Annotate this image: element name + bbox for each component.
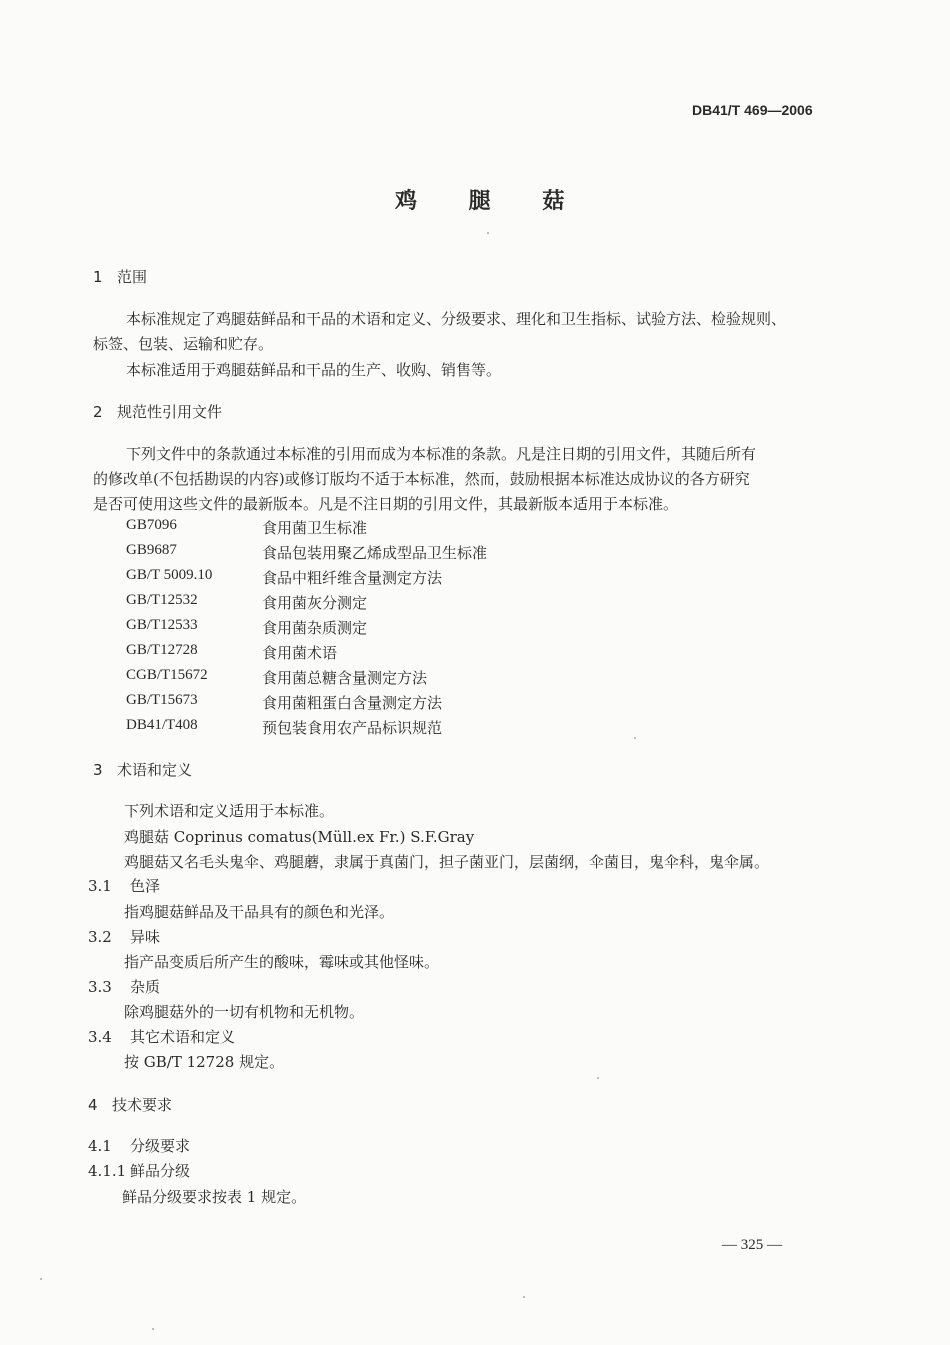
scan-speck bbox=[40, 1278, 42, 1280]
ref-title: 食用菌术语 bbox=[262, 644, 338, 662]
paragraph: 下列术语和定义适用于本标准。 bbox=[124, 802, 335, 820]
scan-speck bbox=[523, 1296, 525, 1298]
subsection-number: 4.1 bbox=[88, 1137, 112, 1155]
ref-title: 食用菌杂质测定 bbox=[262, 619, 368, 637]
scan-speck bbox=[634, 737, 636, 739]
scan-speck bbox=[487, 232, 489, 234]
ref-code: GB/T12728 bbox=[126, 642, 198, 658]
subsection-heading bbox=[88, 1160, 190, 1181]
section-title: 范围 bbox=[117, 268, 148, 286]
paragraph: 鸡腿菇又名毛头鬼伞、鸡腿蘑，隶属于真菌门，担子菌亚门，层菌纲，伞菌目，鬼伞科，鬼伞属。 bbox=[124, 853, 770, 871]
paragraph: 是否可使用这些文件的最新版本。凡是不注日期的引用文件，其最新版本适用于本标准。 bbox=[93, 495, 679, 513]
section-1-heading bbox=[93, 266, 147, 287]
page-title: 鸡 腿 菇 bbox=[395, 188, 587, 214]
scan-speck bbox=[597, 1077, 599, 1079]
scan-speck bbox=[152, 1328, 154, 1330]
paragraph: 鲜品分级要求按表 1 规定。 bbox=[122, 1188, 307, 1206]
paragraph: 本标准适用于鸡腿菇鲜品和干品的生产、收购、销售等。 bbox=[126, 361, 502, 379]
subsection-heading bbox=[88, 1135, 190, 1156]
subsection-heading bbox=[88, 926, 160, 947]
section-number: 2 bbox=[93, 403, 103, 421]
paragraph: 指产品变质后所产生的酸味，霉味或其他怪味。 bbox=[124, 953, 440, 971]
subsection-number: 3.2 bbox=[88, 928, 112, 946]
ref-code: GB/T15673 bbox=[126, 692, 198, 708]
section-title: 术语和定义 bbox=[117, 761, 193, 779]
ref-title: 预包装食用农产品标识规范 bbox=[262, 719, 443, 737]
subsection-title: 其它术语和定义 bbox=[130, 1028, 236, 1046]
standard-code: DB41/T 469—2006 bbox=[692, 102, 813, 118]
paragraph: 本标准规定了鸡腿菇鲜品和干品的术语和定义、分级要求、理化和卫生指标、试验方法、检验规则、 bbox=[126, 310, 787, 328]
section-title: 技术要求 bbox=[112, 1096, 173, 1114]
ref-title: 食用菌总糖含量测定方法 bbox=[262, 669, 428, 687]
subsection-title: 异味 bbox=[130, 928, 161, 946]
paragraph: 下列文件中的条款通过本标准的引用而成为本标准的条款。凡是注日期的引用文件，其随后所有 bbox=[126, 445, 757, 463]
subsection-heading bbox=[88, 875, 160, 896]
subsection-number: 3.4 bbox=[88, 1028, 112, 1046]
ref-code: DB41/T408 bbox=[126, 717, 198, 733]
ref-code: CGB/T15672 bbox=[126, 667, 208, 683]
paragraph: 指鸡腿菇鲜品及干品具有的颜色和光泽。 bbox=[124, 903, 395, 921]
subsection-title: 分级要求 bbox=[130, 1137, 191, 1155]
section-number: 4 bbox=[88, 1096, 98, 1114]
ref-code: GB/T12533 bbox=[126, 617, 198, 633]
ref-title: 食用菌卫生标准 bbox=[262, 519, 368, 537]
subsection-number: 3.3 bbox=[88, 978, 112, 996]
ref-code: GB/T12532 bbox=[126, 592, 198, 608]
subsection-title: 鲜品分级 bbox=[130, 1162, 191, 1180]
subsection-title: 色泽 bbox=[130, 877, 161, 895]
term-name: 鸡腿菇 Coprinus comatus(Müll.ex Fr.) S.F.Gray bbox=[124, 828, 475, 846]
section-4-heading bbox=[88, 1094, 172, 1115]
subsection-heading bbox=[88, 976, 160, 997]
section-2-heading bbox=[93, 401, 222, 422]
paragraph: 除鸡腿菇外的一切有机物和无机物。 bbox=[124, 1003, 365, 1021]
paragraph: 标签、包装、运输和贮存。 bbox=[93, 335, 274, 353]
ref-title: 食用菌粗蛋白含量测定方法 bbox=[262, 694, 443, 712]
page-number: — 325 — bbox=[722, 1237, 782, 1253]
ref-title: 食品中粗纤维含量测定方法 bbox=[262, 569, 443, 587]
subsection-title: 杂质 bbox=[130, 978, 161, 996]
paragraph: 的修改单(不包括勘误的内容)或修订版均不适于本标准，然而，鼓励根据本标准达成协议的各方研究 bbox=[93, 470, 750, 488]
subsection-number: 3.1 bbox=[88, 877, 112, 895]
section-3-heading bbox=[93, 759, 192, 780]
section-number: 1 bbox=[93, 268, 103, 286]
ref-code: GB7096 bbox=[126, 517, 177, 533]
ref-code: GB9687 bbox=[126, 542, 177, 558]
subsection-heading bbox=[88, 1026, 235, 1047]
section-number: 3 bbox=[93, 761, 103, 779]
subsection-number: 4.1.1 bbox=[88, 1162, 127, 1180]
ref-title: 食品包装用聚乙烯成型品卫生标准 bbox=[262, 544, 488, 562]
ref-title: 食用菌灰分测定 bbox=[262, 594, 368, 612]
section-title: 规范性引用文件 bbox=[117, 403, 223, 421]
ref-code: GB/T 5009.10 bbox=[126, 567, 213, 583]
paragraph: 按 GB/T 12728 规定。 bbox=[124, 1053, 285, 1071]
